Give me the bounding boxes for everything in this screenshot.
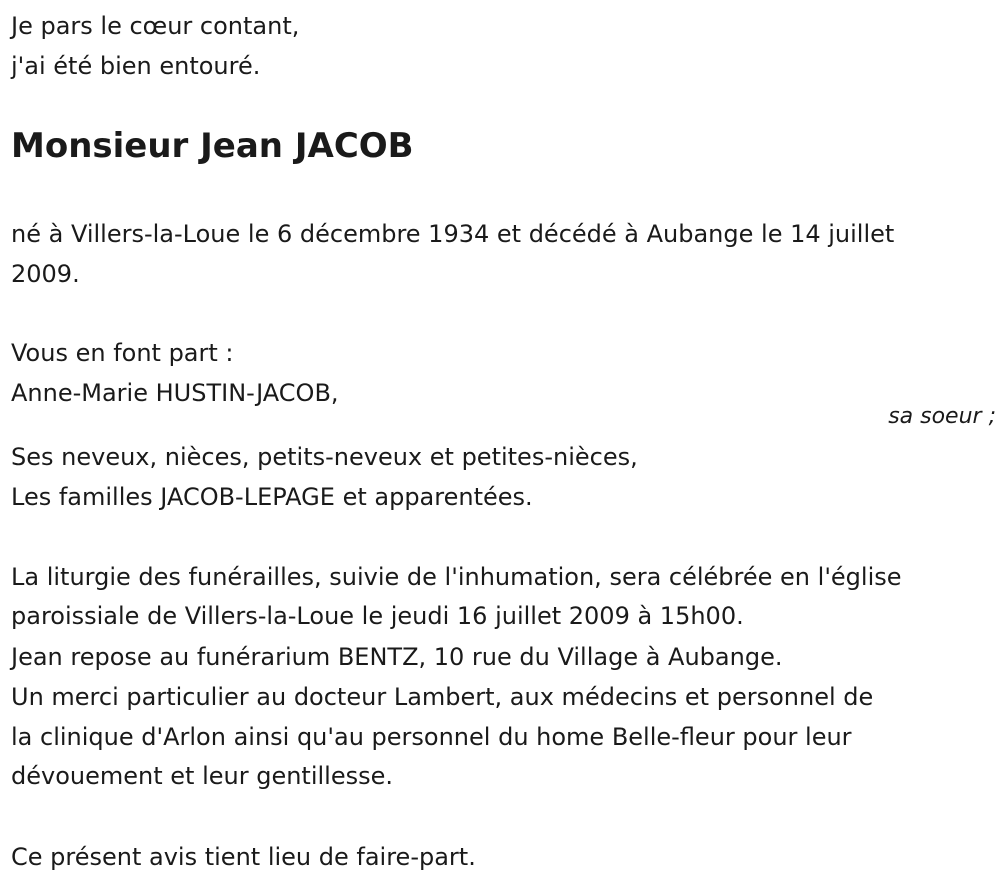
dates-line-2: 2009. <box>11 260 80 288</box>
ceremony-line-2: paroissiale de Villers-la-Loue le jeudi 16 juillet 2009 à 15h00. <box>11 602 744 630</box>
dates-line-1: né à Villers-la-Loue le 6 décembre 1934 et décédé à Aubange le 14 juillet <box>11 220 895 248</box>
family-member-sister-relation: sa soeur ; <box>888 404 996 429</box>
ceremony-line-6: dévouement et leur gentillesse. <box>11 762 393 790</box>
quote-line-2: j'ai été bien entouré. <box>11 52 261 80</box>
family-member-nephews: Ses neveux, nièces, petits-neveux et petites-nièces, <box>11 443 638 471</box>
family-member-sister: Anne-Marie HUSTIN-JACOB, <box>11 379 339 407</box>
closing-note: Ce présent avis tient lieu de faire-part. <box>11 843 476 871</box>
deceased-name: Monsieur Jean JACOB <box>11 126 414 166</box>
ceremony-line-3: Jean repose au funérarium BENTZ, 10 rue du Village à Aubange. <box>11 643 783 671</box>
obituary-notice <box>11 0 996 891</box>
quote-line-1: Je pars le cœur contant, <box>11 12 300 40</box>
family-member-families: Les familles JACOB-LEPAGE et apparentées. <box>11 483 533 511</box>
family-intro: Vous en font part : <box>11 339 234 367</box>
ceremony-line-1: La liturgie des funérailles, suivie de l'inhumation, sera célébrée en l'église <box>11 563 902 591</box>
ceremony-line-5: la clinique d'Arlon ainsi qu'au personnel du home Belle-fleur pour leur <box>11 723 852 751</box>
ceremony-line-4: Un merci particulier au docteur Lambert, aux médecins et personnel de <box>11 683 874 711</box>
